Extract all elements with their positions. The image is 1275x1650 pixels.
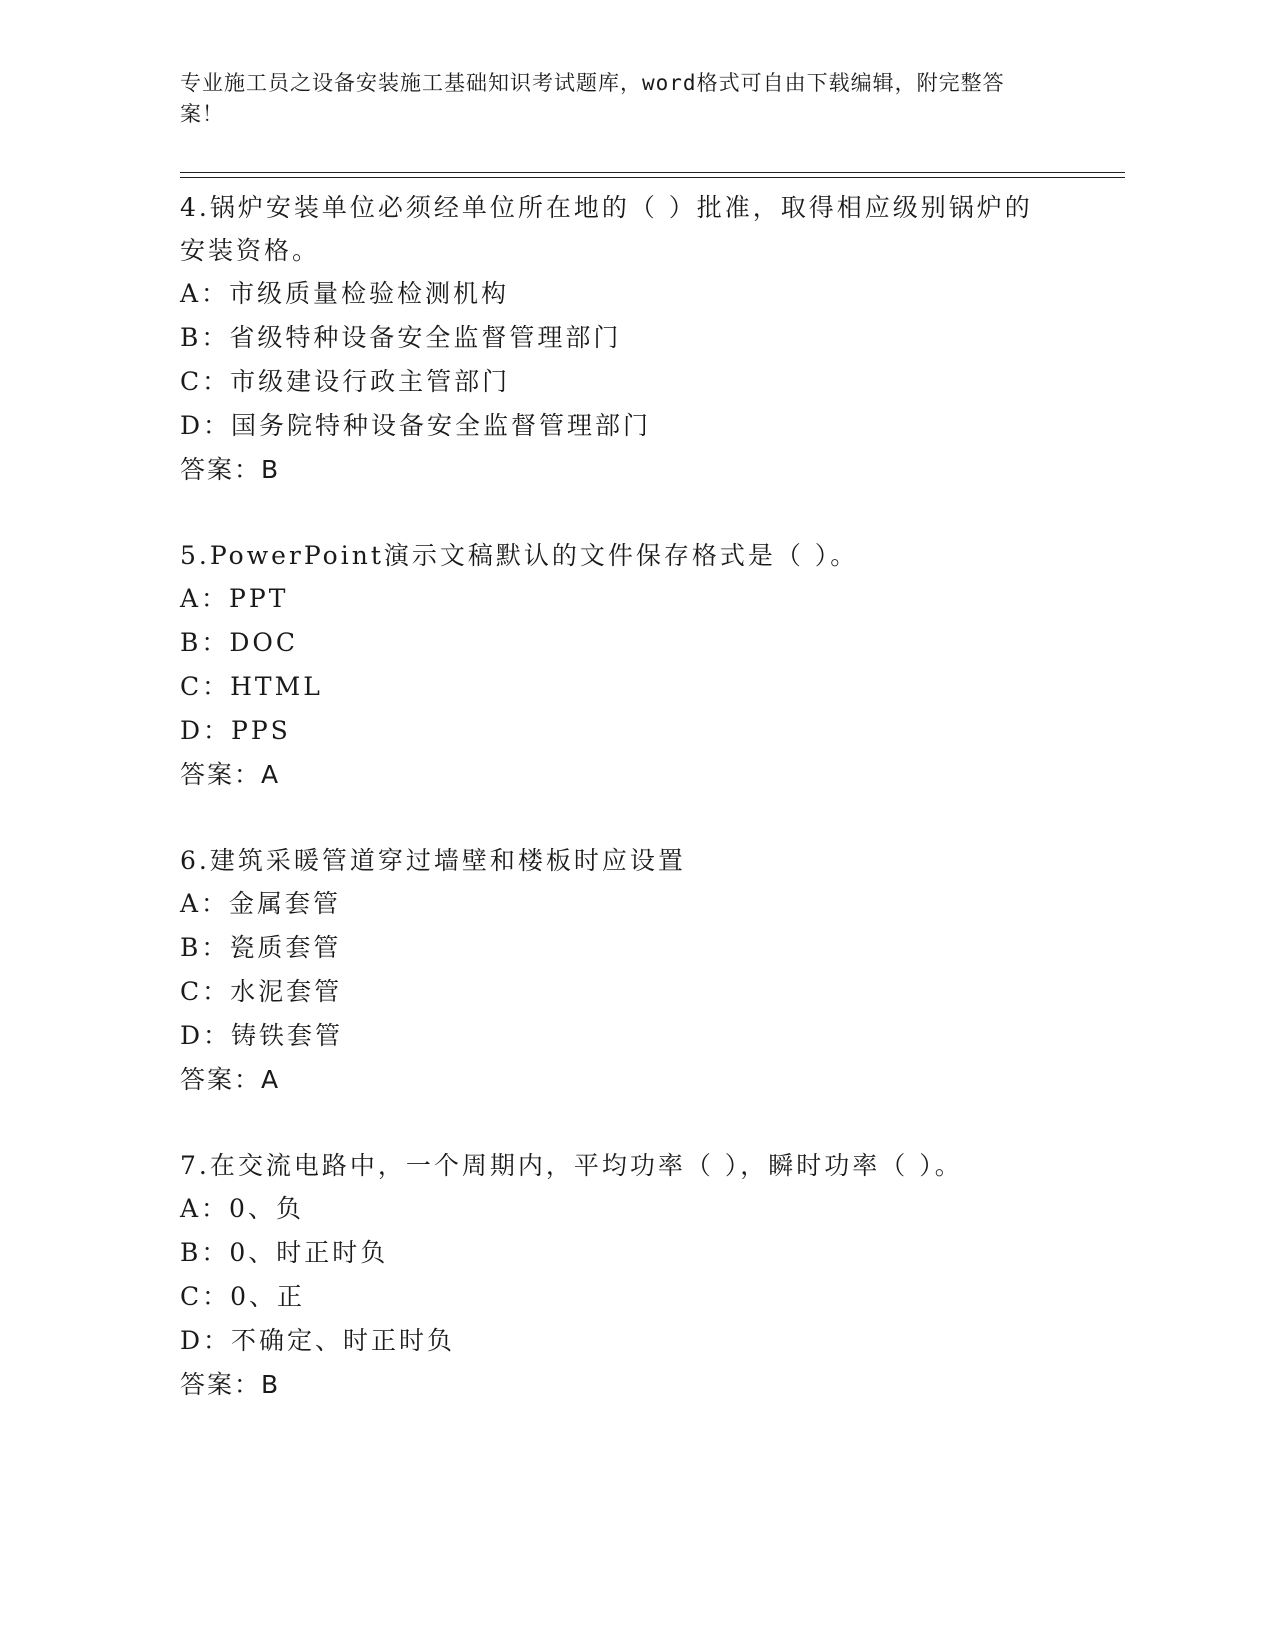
question-6 [180,839,1125,1102]
header-divider [180,172,1125,178]
option-a: A：市级质量检验检测机构 [180,279,510,308]
option-d: D：铸铁套管 [180,1021,344,1050]
option-a: A：PPT [180,584,289,613]
document-header: 专业施工员之设备安装施工基础知识考试题库，word格式可自由下载编辑，附完整答案！ [180,71,1005,126]
question-4 [180,186,1125,492]
option-b: B：瓷质套管 [180,933,342,962]
option-c: C：0、正 [180,1282,306,1311]
question-7 [180,1144,1125,1407]
answer-line: 答案：A [180,1065,281,1094]
option-d: D：国务院特种设备安全监督管理部门 [180,411,652,440]
question-stem: 7.在交流电路中，一个周期内，平均功率（ ），瞬时功率（ ）。 [180,1151,963,1180]
option-c: C：市级建设行政主管部门 [180,367,511,396]
option-b: B：0、时正时负 [180,1238,389,1267]
option-b: B：DOC [180,628,299,657]
option-a: A：0、负 [180,1194,304,1223]
document-page [180,68,1125,1407]
answer-line: 答案：A [180,760,281,789]
option-d: D：PPS [180,716,291,745]
answer-line: 答案：B [180,1370,281,1399]
question-stem: 5.PowerPoint演示文稿默认的文件保存格式是（ ）。 [180,541,859,570]
option-b: B：省级特种设备安全监督管理部门 [180,323,622,352]
option-c: C：水泥套管 [180,977,343,1006]
question-5 [180,534,1125,797]
answer-line: 答案：B [180,455,281,484]
question-stem: 4.锅炉安装单位必须经单位所在地的（ ）批准，取得相应级别锅炉的安装资格。 [180,193,1033,265]
option-c: C：HTML [180,672,323,701]
question-stem: 6.建筑采暖管道穿过墙壁和楼板时应设置 [180,846,686,875]
option-d: D：不确定、时正时负 [180,1326,456,1355]
option-a: A：金属套管 [180,889,342,918]
